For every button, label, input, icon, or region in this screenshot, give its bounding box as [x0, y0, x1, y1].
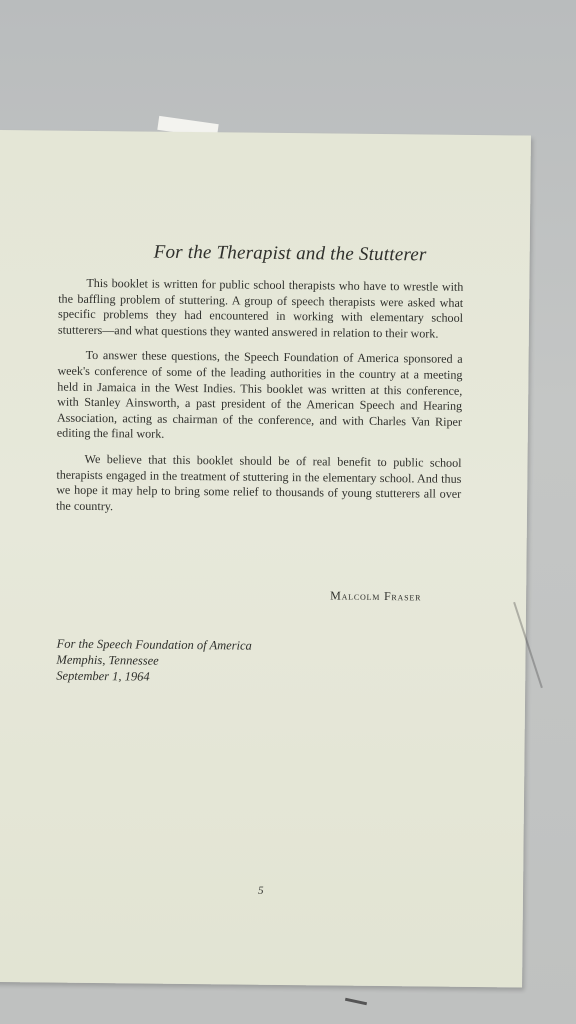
- signature: Malcolm Fraser: [330, 588, 422, 604]
- dateline-date: September 1, 1964: [56, 668, 150, 684]
- surface-mark: [345, 998, 367, 1006]
- dateline-organization: For the Speech Foundation of America: [56, 636, 252, 653]
- document-page: [0, 130, 531, 988]
- paragraph-3: We believe that this booklet should be of real benefit to public school therapists engaged in the treatment of stuttering in the elementary school. And thus we hope it may help to bring some relief to thousands of young stutterers all over the country.: [55, 451, 462, 513]
- paragraph-2: To answer these questions, the Speech Foundation of America sponsored a week's conference of some of the leading authorities in the country at a meeting held in Jamaica in the West Indies. This booklet was written at this conference, with Stanley Ainsworth, a past president of the American Speech and Hearing Association, acting as chairman of the conference, and with Charles Van Riper editing the final work.: [56, 348, 463, 442]
- paragraph-1: This booklet is written for public school therapists who have to wrestle with the baffling problem of stuttering. A group of speech therapists were asked what specific problems they had encountered in working with elementary school stutterers—and what questions they wanted answered in relation to their work.: [57, 275, 464, 341]
- page-title: For the Therapist and the Stutterer: [153, 241, 427, 266]
- dateline: [56, 636, 252, 686]
- body-text: [56, 276, 464, 529]
- dateline-location: Memphis, Tennessee: [56, 652, 159, 668]
- page-number: 5: [257, 884, 264, 897]
